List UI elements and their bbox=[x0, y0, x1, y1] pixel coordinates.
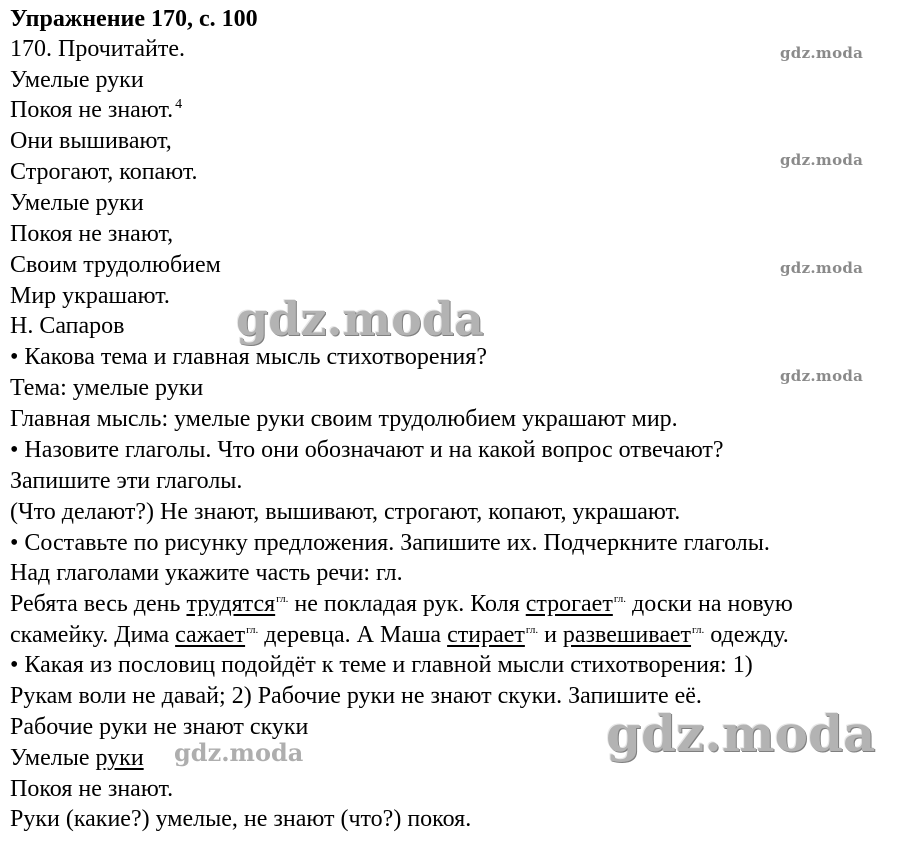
verb-underlined: стирает bbox=[447, 622, 525, 648]
verb-mark: гл. bbox=[276, 593, 289, 605]
question-3-line-1: • Составьте по рисунку предложения. Запишите их. Подчеркните глаголы. bbox=[10, 530, 770, 556]
subject-underlined: руки bbox=[95, 745, 144, 771]
answer-3-text: и bbox=[538, 622, 563, 648]
question-4-line-2: Рукам воли не давай; 2) Рабочие руки не знают скуки. Запишите её. bbox=[10, 683, 702, 709]
task-line: 170. Прочитайте. bbox=[10, 36, 186, 62]
answer-2: (Что делают?) Не знают, вышивают, строгают, копают, украшают. bbox=[10, 499, 681, 525]
question-3-line-2: Над глаголами укажите часть речи: гл. bbox=[10, 560, 403, 586]
watermark-logo: gdz.moda bbox=[780, 367, 864, 385]
poem-author: Н. Сапаров bbox=[10, 313, 125, 339]
verb-underlined: строгает bbox=[525, 591, 613, 617]
answer-1-idea: Главная мысль: умелые руки своим трудолюбием украшают мир. bbox=[10, 406, 678, 432]
answer-3-text: доски на новую bbox=[626, 591, 793, 617]
watermark-logo: gdz.moda bbox=[606, 704, 876, 763]
watermark-logo: gdz.moda bbox=[236, 292, 484, 346]
poem-line-3: Они вышивают, bbox=[10, 128, 172, 154]
verb-mark: гл. bbox=[692, 624, 705, 636]
footnote-mark: 4 bbox=[175, 97, 183, 112]
analysis-line-1 bbox=[10, 743, 144, 773]
answer-3-text: деревца. А Маша bbox=[258, 622, 448, 648]
answer-3-text: не покладая рук. Коля bbox=[288, 591, 526, 617]
answer-3-text: одежду. bbox=[704, 622, 789, 648]
answer-4: Рабочие руки не знают скуки bbox=[10, 714, 309, 740]
poem-line-2-text: Покоя не знают. bbox=[10, 97, 174, 123]
poem-line-6: Покоя не знают, bbox=[10, 221, 174, 247]
answer-1-theme: Тема: умелые руки bbox=[10, 375, 204, 401]
answer-3-text: Ребята весь день bbox=[10, 591, 187, 617]
question-1: • Какова тема и главная мысль стихотворения? bbox=[10, 344, 487, 370]
answer-3-line-1 bbox=[10, 589, 793, 619]
poem-line-1: Умелые руки bbox=[10, 67, 144, 93]
verb-mark: гл. bbox=[613, 593, 627, 605]
poem-line-4: Строгают, копают. bbox=[10, 159, 198, 185]
answer-3-line-2 bbox=[10, 620, 789, 650]
heading: Упражнение 170, с. 100 bbox=[10, 6, 258, 32]
analysis-line-3: Руки (какие?) умелые, не знают (что?) покоя. bbox=[10, 806, 472, 832]
watermark-logo: gdz.moda bbox=[174, 738, 304, 767]
verb-underlined: сажает bbox=[175, 622, 246, 648]
poem-line-5: Умелые руки bbox=[10, 190, 144, 216]
question-2-line-2: Запишите эти глаголы. bbox=[10, 468, 243, 494]
poem-line-8: Мир украшают. bbox=[10, 283, 170, 309]
verb-underlined: трудятся bbox=[186, 591, 276, 617]
watermark-logo: gdz.moda bbox=[780, 44, 864, 62]
watermark-logo: gdz.moda bbox=[780, 259, 864, 277]
question-4-line-1: • Какая из пословиц подойдёт к теме и главной мысли стихотворения: 1) bbox=[10, 652, 753, 678]
poem-line-2 bbox=[10, 95, 182, 125]
watermark-logo: gdz.moda bbox=[780, 151, 864, 169]
verb-mark: гл. bbox=[525, 624, 539, 636]
answer-3-text: скамейку. Дима bbox=[10, 622, 176, 648]
analysis-text: Умелые bbox=[10, 745, 96, 771]
verb-underlined: развешивает bbox=[562, 622, 692, 648]
analysis-line-2: Покоя не знают. bbox=[10, 776, 174, 802]
question-2-line-1: • Назовите глаголы. Что они обозначают и на какой вопрос отвечают? bbox=[10, 437, 724, 463]
verb-mark: гл. bbox=[246, 624, 259, 636]
poem-line-7: Своим трудолюбием bbox=[10, 252, 221, 278]
